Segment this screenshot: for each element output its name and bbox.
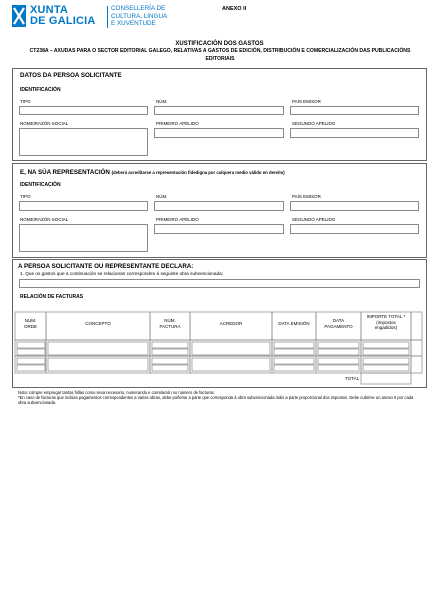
col-header-acredor: ACREDOR bbox=[219, 321, 243, 326]
applicant-country-field[interactable] bbox=[290, 106, 419, 115]
col-header-data-pagamento: DATA PAGAMENTO bbox=[324, 318, 353, 329]
applicant-surname1-field[interactable] bbox=[154, 128, 284, 138]
annex-label: ANEXO II bbox=[222, 6, 247, 12]
declaration-item-1: 1. Que os gastos que a continuación se relacionan corresponden á seguinte obra subvencionada: bbox=[20, 271, 224, 276]
declaration-section bbox=[12, 259, 427, 388]
representative-country-field[interactable] bbox=[290, 201, 419, 211]
applicant-section bbox=[12, 68, 427, 161]
representative-surname1-field[interactable] bbox=[154, 224, 284, 234]
logo-divider bbox=[107, 6, 108, 28]
applicant-country-label: PAÍS EMISOR bbox=[292, 99, 321, 104]
invoices-section-title: RELACIÓN DE FACTURAS bbox=[20, 294, 84, 300]
applicant-surname2-label: SEGUNDO APELIDO bbox=[292, 121, 336, 126]
logo-title: XUNTA DE GALICIA bbox=[30, 4, 96, 27]
applicant-num-label: NÚM. bbox=[156, 99, 168, 104]
representative-type-label: TIPO bbox=[20, 194, 31, 199]
applicant-name-label: NOMEIRAZÓN SOCIAL bbox=[20, 121, 69, 126]
xunta-logo bbox=[12, 4, 172, 30]
col-header-data-emision: DATA EMISIÓN bbox=[278, 321, 310, 326]
representative-section bbox=[12, 163, 427, 258]
applicant-num-field[interactable] bbox=[154, 106, 284, 115]
applicant-type-label: TIPO bbox=[20, 99, 31, 104]
col-header-num-factura: NÚM. FACTURA bbox=[159, 318, 181, 329]
applicant-section-title: DATOS DA PERSOA SOLICITANTE bbox=[20, 72, 122, 79]
logo-department: CONSELLERÍA DE CULTURA, LINGUA E XUVENTUDE bbox=[111, 5, 168, 28]
representative-num-label: NÚM. bbox=[156, 194, 168, 199]
applicant-name-field[interactable] bbox=[19, 128, 148, 156]
applicant-surname1-label: PRIMEIRO APELIDO bbox=[156, 121, 199, 126]
col-header-importe: IMPORTE TOTAL * (impostos engadidos) bbox=[366, 314, 406, 331]
representative-identification-title: IDENTIFICACIÓN bbox=[20, 182, 61, 188]
representative-name-label: NOMEIRAZÓN SOCIAL bbox=[20, 217, 69, 222]
applicant-type-field[interactable] bbox=[19, 106, 148, 115]
applicant-identification-title: IDENTIFICACIÓN bbox=[20, 87, 61, 93]
representative-country-label: PAÍS EMISOR bbox=[292, 194, 321, 199]
representative-surname1-label: PRIMEIRO APELIDO bbox=[156, 217, 199, 222]
footnote-2: *En caso de facturas que inclúan pagamentos correspondentes a varias obras, debe poñerse a parte que corresponda á obra subvencionada máis a parte proporcional dos impostos. Debe cubrirse un anexo II por cada obra subvencionada. bbox=[18, 395, 414, 406]
document-title: XUSTIFICACIÓN DOS GASTOS bbox=[175, 41, 264, 47]
representative-name-field[interactable] bbox=[19, 224, 148, 252]
xunta-emblem-icon bbox=[12, 5, 26, 27]
footnote-1: Nota: cómpre empregar tantas follas como sexa necesario, numerando e correlación no número de facturas. bbox=[18, 390, 215, 395]
representative-surname2-label: SEGUNDO APELIDO bbox=[292, 217, 336, 222]
invoices-table bbox=[13, 260, 428, 389]
document-subtitle: CT238A – AXUDAS PARA O SECTOR EDITORIAL GALEGO, RELATIVAS A GASTOS DE EDICIÓN, DISTRIBUCIÓN E COMERCIALIZACIÓN DAS PUBLICACIÓNS EDITORIAIS bbox=[29, 48, 411, 62]
applicant-surname2-field[interactable] bbox=[290, 128, 419, 138]
total-label: TOTAL bbox=[345, 376, 360, 381]
col-header-num-orde: NÚM. ORDE bbox=[23, 318, 37, 329]
declaration-section-title: A PERSOA SOLICITANTE OU REPRESENTANTE DECLARA: bbox=[18, 263, 194, 270]
representative-surname2-field[interactable] bbox=[290, 224, 419, 234]
representative-title-note: (deberá acreditarse a representación fidedigna por calquera medio válido en dereito) bbox=[111, 170, 285, 175]
representative-section-title: E, NA SÚA REPRESENTACIÓN (deberá acreditarse a representación fidedigna por calquera medio válido en dereito) bbox=[20, 169, 285, 176]
representative-type-field[interactable] bbox=[19, 201, 148, 211]
col-header-concepto: CONCEPTO bbox=[85, 321, 111, 326]
representative-num-field[interactable] bbox=[154, 201, 284, 211]
